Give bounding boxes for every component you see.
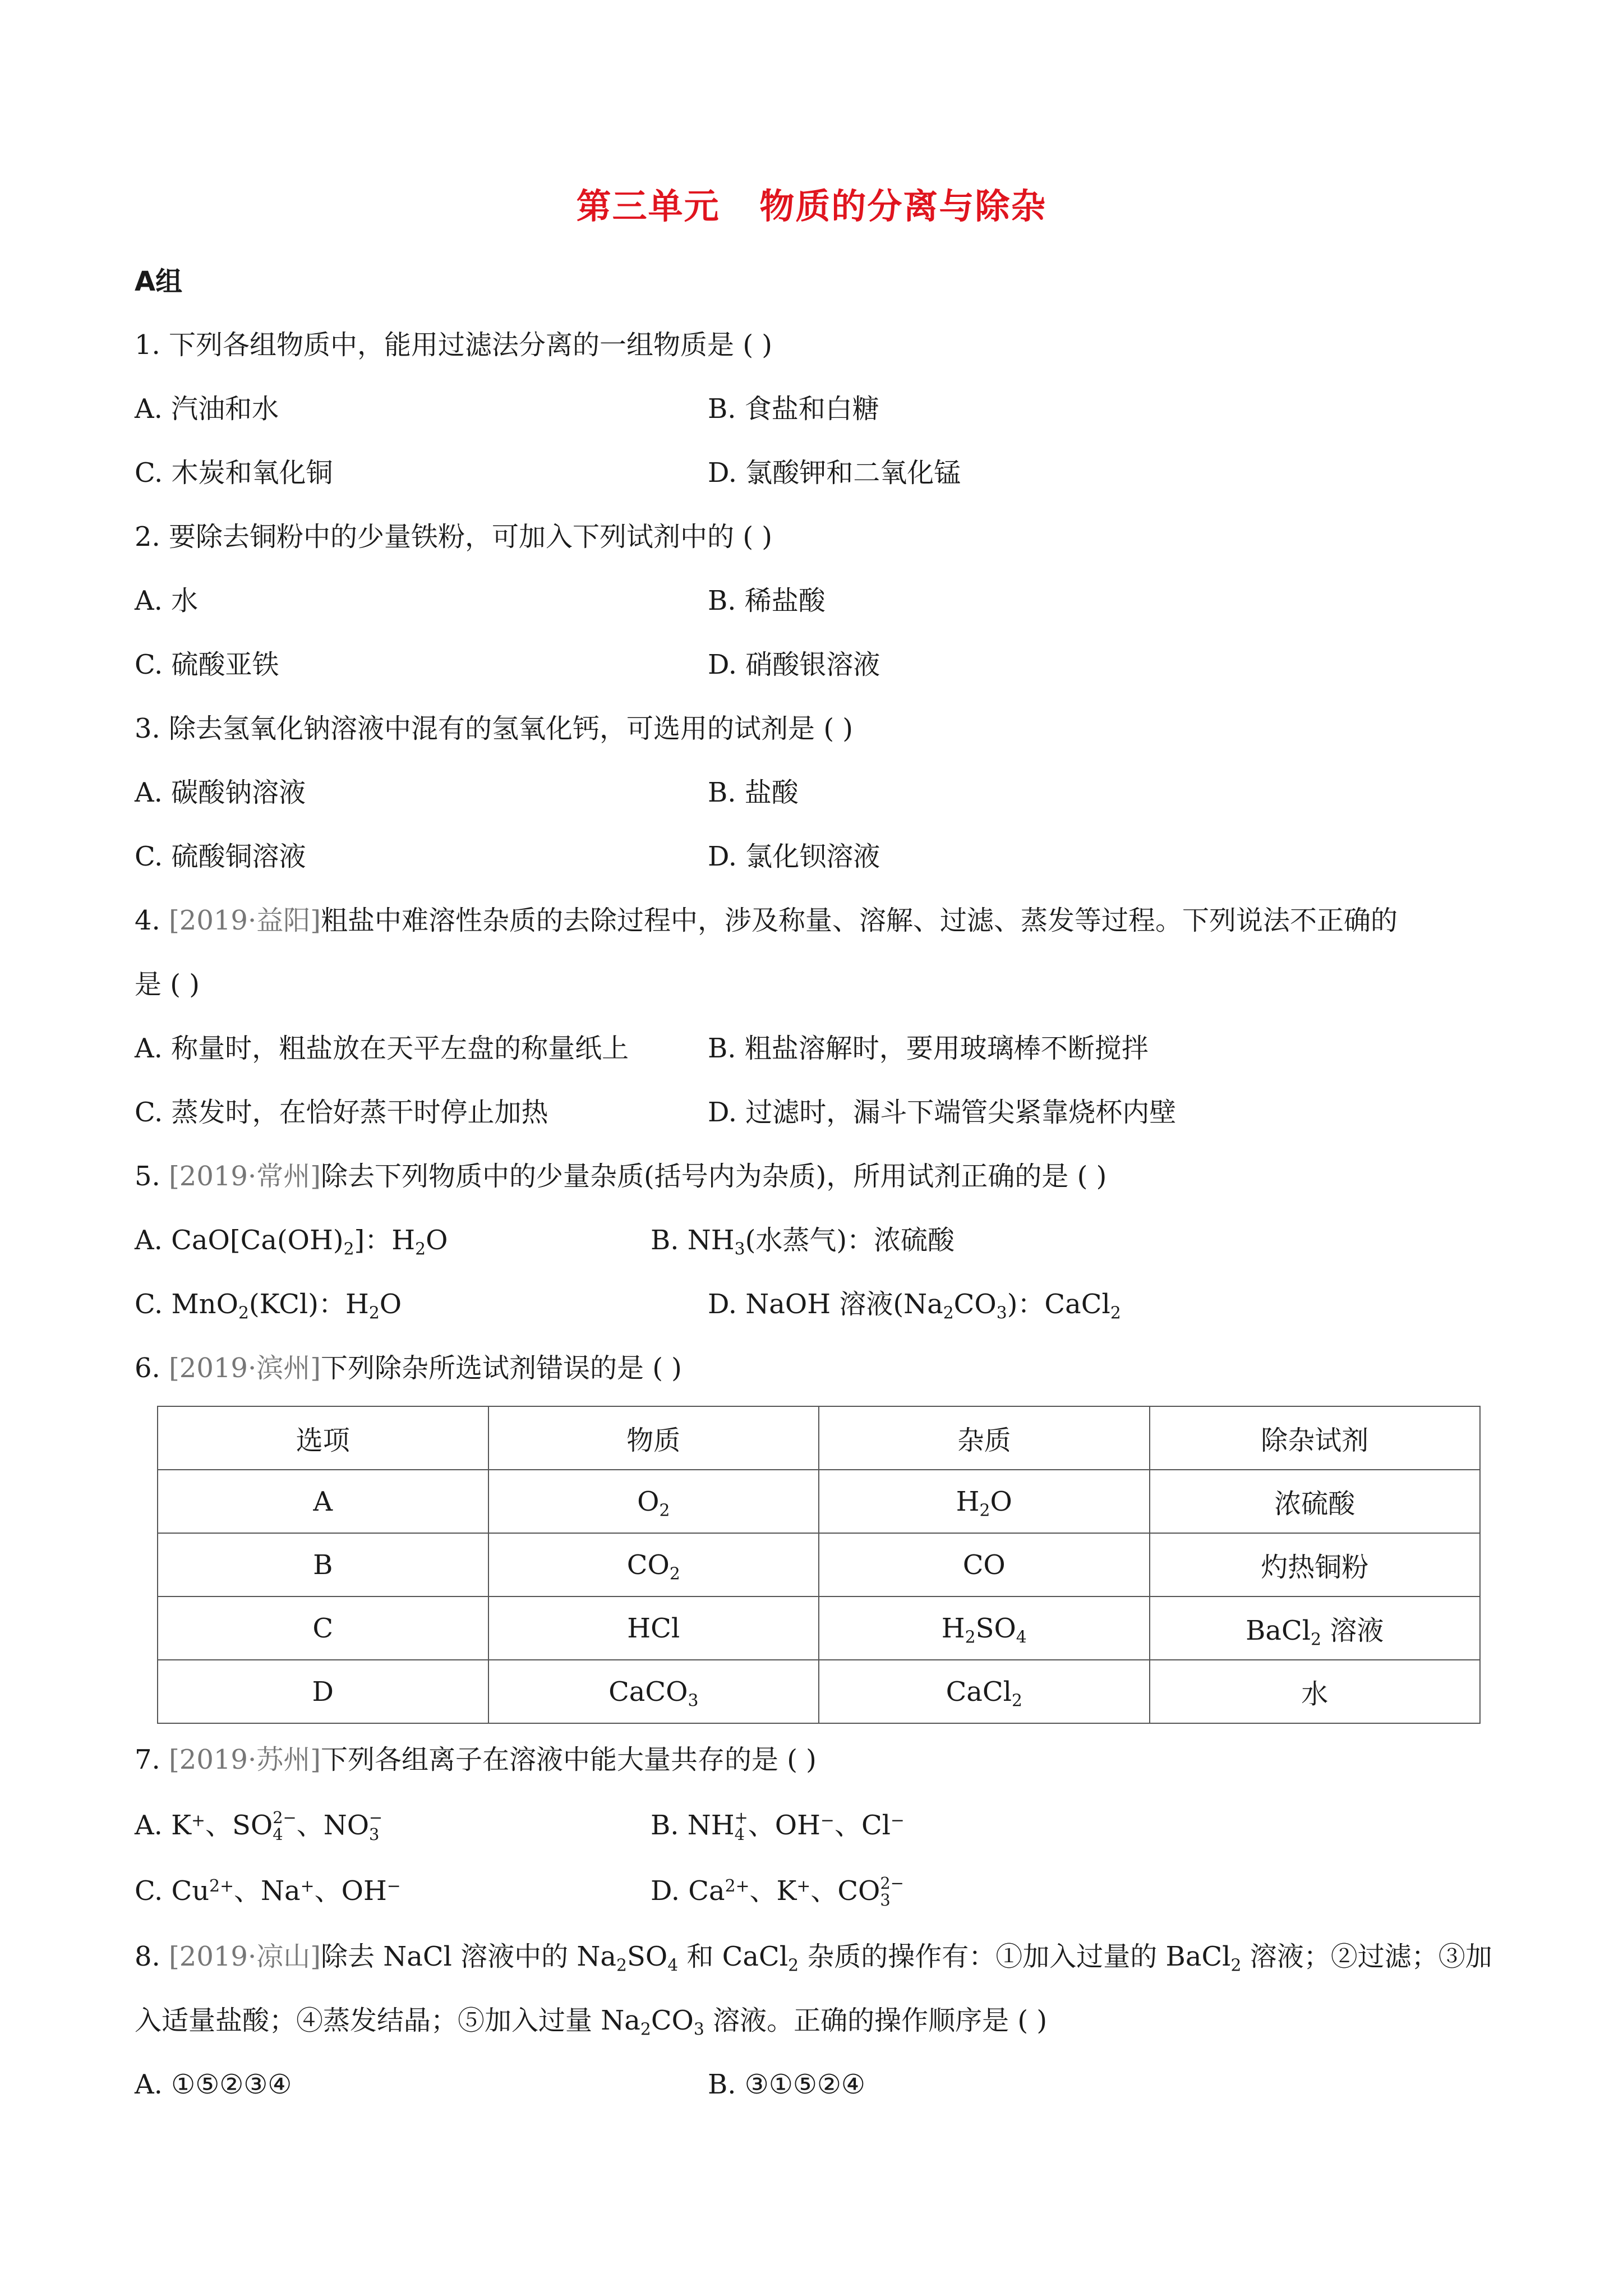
q3-option-a: A. 碳酸钠溶液 bbox=[135, 777, 306, 808]
table-row bbox=[158, 1533, 1480, 1596]
q4-option-d: D. 过滤时，漏斗下端管尖紧靠烧杯内壁 bbox=[708, 1097, 1177, 1128]
table-row bbox=[158, 1596, 1480, 1660]
q7-option-b: B. NH + 4 、OH−、Cl− bbox=[651, 1807, 905, 1844]
table-cell: $O_2$ bbox=[488, 1470, 819, 1533]
table-cell: A bbox=[158, 1470, 488, 1533]
q5-option-d: D. NaOH 溶液$(Na_2CO_3)$：CaCl$_2$ bbox=[708, 1289, 1121, 1323]
table-cell: HCl bbox=[488, 1596, 819, 1660]
q1-option-b: B. 食盐和白糖 bbox=[708, 393, 879, 425]
table-row bbox=[158, 1660, 1480, 1723]
q2-option-a: A. 水 bbox=[135, 585, 199, 616]
q5-option-a: A. $CaO[Ca(OH)_2]$：$H_2O$ bbox=[135, 1225, 448, 1259]
q2-option-d: D. 硝酸银溶液 bbox=[708, 649, 880, 680]
impurity-table bbox=[157, 1406, 1481, 1724]
q7-option-a: A. K+、SO 2− 4 、NO − 3 bbox=[135, 1807, 383, 1844]
question-2-stem: 2. 要除去铜粉中的少量铁粉，可加入下列试剂中的 ( ) bbox=[135, 521, 773, 553]
table-cell: $CO_2$ bbox=[488, 1533, 819, 1596]
q1-option-a: A. 汽油和水 bbox=[135, 393, 279, 425]
source-tag: [2019·益阳] bbox=[169, 905, 321, 936]
table-cell: D bbox=[158, 1660, 488, 1723]
table-cell: 水 bbox=[1150, 1660, 1481, 1723]
q4-option-a: A. 称量时，粗盐放在天平左盘的称量纸上 bbox=[135, 1033, 629, 1064]
table-header-cell: 除杂试剂 bbox=[1150, 1406, 1481, 1470]
table-cell: CaCl$_2$ bbox=[819, 1660, 1150, 1723]
q7-option-d: D. $Ca^{2+}$、K+、CO 2− 3 bbox=[651, 1873, 904, 1910]
table-cell: CO bbox=[819, 1533, 1150, 1596]
table-cell: 浓硫酸 bbox=[1150, 1470, 1481, 1533]
q2-option-b: B. 稀盐酸 bbox=[708, 585, 826, 616]
q1-option-c: C. 木炭和氧化铜 bbox=[135, 457, 333, 489]
q2-option-c: C. 硫酸亚铁 bbox=[135, 649, 279, 680]
table-header-cell: 物质 bbox=[488, 1406, 819, 1470]
question-8-stem: 8. [2019·凉山]除去 NaCl 溶液中的 $Na_2SO_4$ 和 CaCl$_2$ 杂质的操作有：①加入过量的 BaCl$_2$ 溶液；②过滤；③加 bbox=[135, 1941, 1492, 1976]
table-cell: CaCO$_3$ bbox=[488, 1660, 819, 1723]
table-cell: $H_2O$ bbox=[819, 1470, 1150, 1533]
source-tag: [2019·苏州] bbox=[169, 1744, 321, 1775]
source-tag: [2019·滨州] bbox=[169, 1352, 321, 1384]
q8-option-a: A. ①⑤②③④ bbox=[135, 2069, 292, 2100]
question-4-stem-cont: 是 ( ) bbox=[135, 969, 200, 1000]
q3-option-d: D. 氯化钡溶液 bbox=[708, 841, 880, 872]
table-header-cell: 选项 bbox=[158, 1406, 488, 1470]
question-1-stem: 1. 下列各组物质中，能用过滤法分离的一组物质是 ( ) bbox=[135, 329, 773, 361]
q5-option-c: C. MnO$_2$(KCl)：$H_2O$ bbox=[135, 1289, 402, 1323]
group-label: A组 bbox=[135, 266, 183, 297]
table-cell: B bbox=[158, 1533, 488, 1596]
q8-option-b: B. ③①⑤②④ bbox=[708, 2069, 865, 2100]
question-8-stem-cont: 入适量盐酸；④蒸发结晶；⑤加入过量 $Na_2CO_3$ 溶液。正确的操作顺序是 ( ) bbox=[135, 2005, 1048, 2040]
question-7-stem: 7. [2019·苏州]下列各组离子在溶液中能大量共存的是 ( ) bbox=[135, 1744, 817, 1775]
q3-option-b: B. 盐酸 bbox=[708, 777, 799, 808]
source-tag: [2019·常州] bbox=[169, 1161, 321, 1192]
question-4-stem: 4. [2019·益阳]粗盐中难溶性杂质的去除过程中，涉及称量、溶解、过滤、蒸发等过程。下列说法不正确的 bbox=[135, 905, 1398, 936]
q7-option-c: C. $Cu^{2+}$、Na+、OH− bbox=[135, 1875, 401, 1907]
table-cell: C bbox=[158, 1596, 488, 1660]
question-3-stem: 3. 除去氢氧化钠溶液中混有的氢氧化钙，可选用的试剂是 ( ) bbox=[135, 713, 854, 744]
q4-option-c: C. 蒸发时，在恰好蒸干时停止加热 bbox=[135, 1097, 548, 1128]
q3-option-c: C. 硫酸铜溶液 bbox=[135, 841, 306, 872]
q1-option-d: D. 氯酸钾和二氧化锰 bbox=[708, 457, 961, 489]
table-row bbox=[158, 1470, 1480, 1533]
q4-option-b: B. 粗盐溶解时，要用玻璃棒不断搅拌 bbox=[708, 1033, 1149, 1064]
table-header-cell: 杂质 bbox=[819, 1406, 1150, 1470]
page-title: 第三单元 物质的分离与除杂 bbox=[576, 186, 1047, 227]
table-header-row bbox=[158, 1406, 1480, 1470]
q5-option-b: B. $NH_3$(水蒸气)：浓硫酸 bbox=[651, 1225, 955, 1259]
source-tag: [2019·凉山] bbox=[169, 1941, 321, 1972]
question-5-stem: 5. [2019·常州]除去下列物质中的少量杂质(括号内为杂质)，所用试剂正确的是 ( ) bbox=[135, 1161, 1107, 1192]
table-cell: BaCl$_2$ 溶液 bbox=[1150, 1596, 1481, 1660]
question-6-stem: 6. [2019·滨州]下列除杂所选试剂错误的是 ( ) bbox=[135, 1352, 682, 1384]
table-cell: 灼热铜粉 bbox=[1150, 1533, 1481, 1596]
table-cell: $H_2SO_4$ bbox=[819, 1596, 1150, 1660]
